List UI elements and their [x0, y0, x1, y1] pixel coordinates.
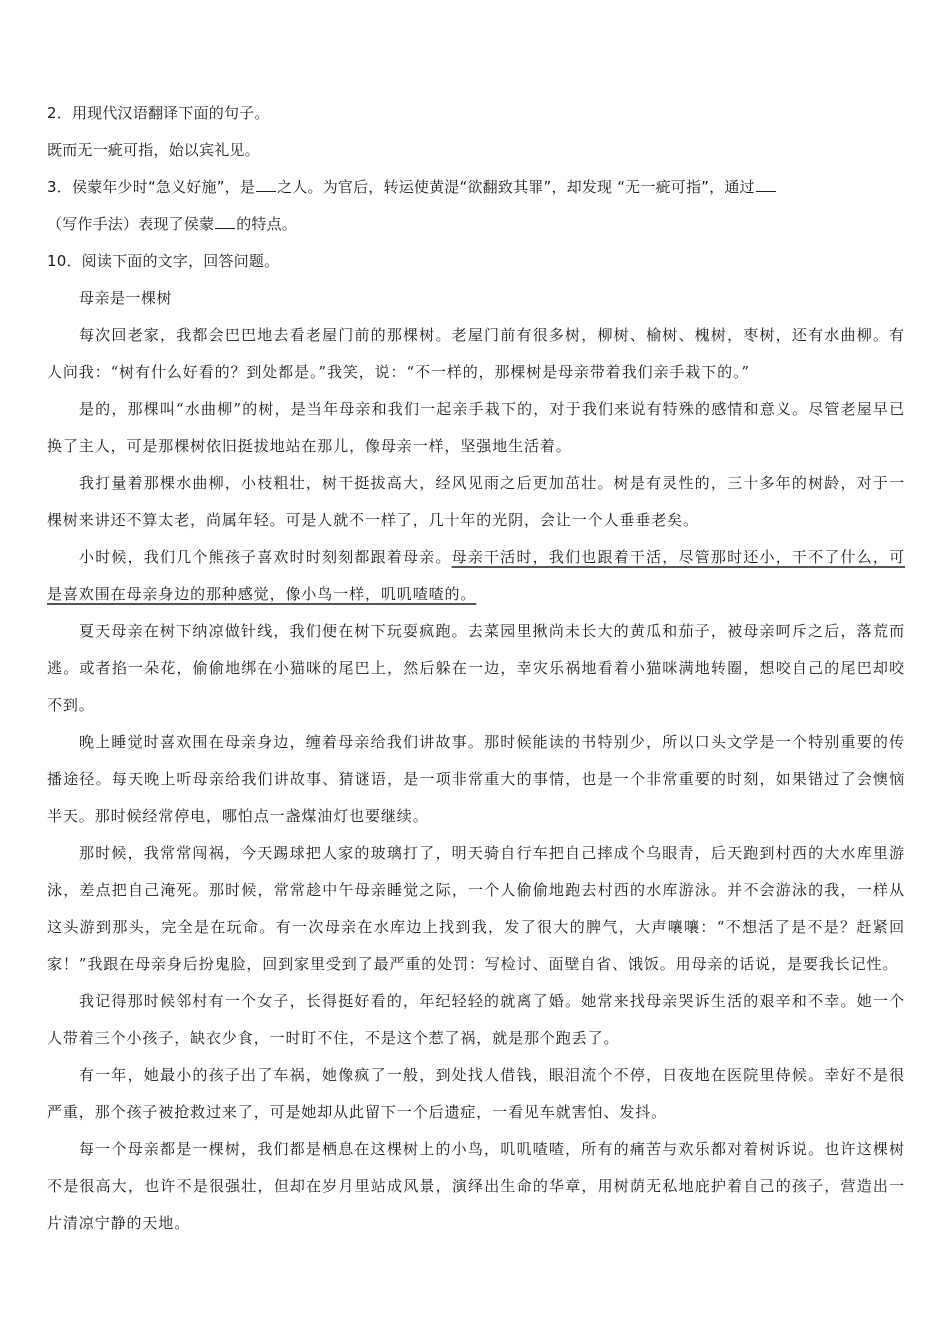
- passage-paragraph-1: 每次回老家，我都会巴巴地去看老屋门前的那棵树。老屋门前有很多树，柳树、榆树、槐树，枣树，还有水曲柳。有人问我：“树有什么好看的？到处都是。”我笑，说：“不一样的，那棵树是母亲带着我们亲手栽下的。”: [47, 326, 905, 381]
- question-3-text-2: 之人。为官后，转运使黄湜“欲翻致其罪”，却发现 “无一疵可指”，通过: [277, 178, 755, 196]
- question-3-text-3: （写作手法）表现了侯蒙: [47, 215, 215, 233]
- passage-paragraph-3: 我打量着那棵水曲柳，小枝粗壮，树干挺拔高大，经风见雨之后更加茁壮。树是有灵性的，三十多年的树龄，对于一棵树来讲还不算太老，尚属年轻。可是人就不一样了，几十年的光阴，会让一个人垂垂老矣。: [47, 474, 905, 529]
- answer-blank-1[interactable]: [256, 177, 276, 192]
- question-2-sentence: 既而无一疵可指，始以宾礼见。: [47, 141, 260, 159]
- question-3-continued: [47, 206, 905, 243]
- reading-passage: [47, 280, 905, 1242]
- question-3-text-1: 3．侯蒙年少时“急义好施”，是: [47, 178, 256, 196]
- question-3: [47, 169, 905, 206]
- question-2-prompt: 2．用现代汉语翻译下面的句子。: [47, 104, 270, 122]
- passage-paragraph-9: 有一年，她最小的孩子出了车祸，她像疯了一般，到处找人借钱，眼泪流个不停，日夜地在医院里侍候。幸好不是很严重，那个孩子被抢救过来了，可是她却从此留下一个后遗症，一看见车就害怕、发抖。: [47, 1066, 905, 1121]
- answer-blank-3[interactable]: [215, 214, 235, 229]
- passage-title: 母亲是一棵树: [79, 289, 173, 307]
- question-3-text-4: 的特点。: [236, 215, 298, 233]
- underlined-sentence: 母亲干活时，我们也跟着干活，尽管那时还小，干不了什么，可是喜欢围在母亲身边的那种感觉，像小鸟一样，叽叽喳喳的。: [47, 548, 906, 603]
- question-10-prompt: 10．阅读下面的文字，回答问题。: [47, 252, 280, 270]
- paragraph-4-plain-text: 小时候，我们几个熊孩子喜欢时时刻刻都跟着母亲。: [79, 548, 452, 566]
- passage-paragraph-5: 夏天母亲在树下纳凉做针线，我们便在树下玩耍疯跑。去菜园里揪尚未长大的黄瓜和茄子，被母亲呵斥之后，落荒而逃。或者掐一朵花，偷偷地绑在小猫咪的尾巴上，然后躲在一边，幸灾乐祸地看着小猫咪满地转圈，想咬自己的尾巴却咬不到。: [47, 622, 905, 714]
- passage-paragraph-8: 我记得那时候邻村有一个女子，长得挺好看的，年纪轻轻的就离了婚。她常来找母亲哭诉生活的艰辛和不幸。她一个人带着三个小孩子，缺衣少食，一时盯不住，不是这个惹了祸，就是那个跑丢了。: [47, 992, 905, 1047]
- passage-paragraph-6: 晚上睡觉时喜欢围在母亲身边，缠着母亲给我们讲故事。那时候能读的书特别少，所以口头文学是一个特别重要的传播途径。每天晚上听母亲给我们讲故事、猜谜语，是一项非常重大的事情，也是一个非常重要的时刻，如果错过了会懊恼半天。那时候经常停电，哪怕点一盏煤油灯也要继续。: [47, 733, 905, 825]
- answer-blank-2[interactable]: [756, 177, 776, 192]
- passage-paragraph-10: 每一个母亲都是一棵树，我们都是栖息在这棵树上的小鸟，叽叽喳喳，所有的痛苦与欢乐都对着树诉说。也许这棵树不是很高大，也许不是很强壮，但却在岁月里站成风景，演绎出生命的华章，用树荫无私地庇护着自己的孩子，营造出一片清凉宁静的天地。: [47, 1140, 905, 1232]
- passage-paragraph-7: 那时候，我常常闯祸，今天踢球把人家的玻璃打了，明天骑自行车把自己摔成个乌眼青，后天跑到村西的大水库里游泳，差点把自己淹死。那时候，常常趁中午母亲睡觉之际，一个人偷偷地跑去村西的水库游泳。并不会游泳的我，一样从这头游到那头，完全是在玩命。有一次母亲在水库边上找到我，发了很大的脾气，大声嚷嚷：“不想活了是不是？赶紧回家！”我跟在母亲身后扮鬼脸，回到家里受到了最严重的处罚：写检讨、面壁自省、饿饭。用母亲的话说，是要我长记性。: [47, 844, 905, 973]
- passage-paragraph-2: 是的，那棵叫“水曲柳”的树，是当年母亲和我们一起亲手栽下的，对于我们来说有特殊的感情和意义。尽管老屋早已换了主人，可是那棵树依旧挺拔地站在那儿，像母亲一样，坚强地生活着。: [47, 400, 905, 455]
- passage-paragraph-4: [47, 539, 905, 613]
- document-page: [47, 95, 905, 1242]
